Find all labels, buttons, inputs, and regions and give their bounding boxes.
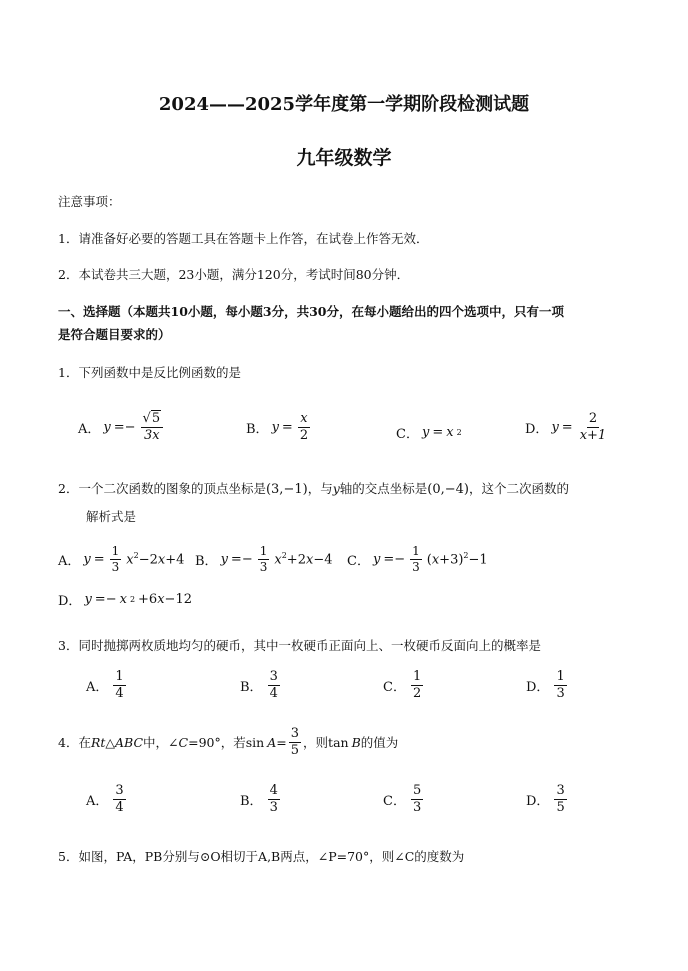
q1-option-d-label: D． <box>525 421 549 437</box>
q5-stem: 5．如图，PA，PB分别与⊙O相切于A,B两点，∠P=70°，则∠C的度数为 <box>58 849 465 864</box>
q3-option-c: C． 1 2 <box>383 669 422 701</box>
notice-item-1: 1．请准备好必要的答题工具在答题卡上作答，在试卷上作答无效． <box>58 231 429 246</box>
q1-option-c-label: C． <box>396 427 419 442</box>
q2-option-b-label: B． <box>195 553 218 569</box>
q2-option-d: D． y =− x 2 +6x−12 <box>58 592 192 609</box>
q1-option-d-fraction: $\frac{2}{x+1}$ <box>579 411 607 443</box>
section-heading-line1: 一、选择题（本题共10小题，每小题3分，共30分，在每小题给出的四个选项中，只有一项 <box>58 304 564 319</box>
q1-option-b: B． y = $\frac{x}{2}$ <box>246 411 309 443</box>
q2-option-c: C． y =− $\frac{1}{3}$ $(x+3)^2-1$ <box>347 544 488 574</box>
exam-title: 2024——2025学年度第一学期阶段检测试题 <box>158 94 530 115</box>
notice-heading: 注意事项： <box>58 194 121 209</box>
q3-option-b: B． 3 4 <box>240 669 278 701</box>
q1-option-c: C． y = x 2 <box>396 425 462 442</box>
q1-option-b-label: B． <box>246 421 269 437</box>
q3-option-a: A． 1 4 <box>86 669 124 701</box>
exam-subtitle: 九年级数学 <box>296 147 392 169</box>
q1-option-a: A． y =− $\frac{√5}{3x}$ <box>78 412 165 442</box>
q2-option-b: B． y =− $\frac{1}{3}$ $x^2+2x-4$ <box>195 544 333 574</box>
section-heading-line2: 是符合题目要求的） <box>58 327 171 342</box>
q1-option-a-fraction: $\frac{√5}{3x}$ <box>141 412 164 442</box>
q2-option-c-label: C． <box>347 553 370 569</box>
q1-option-a-label: A． <box>78 421 101 437</box>
notice-item-2: 2．本试卷共三大题，23小题，满分120分，考试时间80分钟． <box>58 267 410 282</box>
q4-option-d: D． 3 5 <box>526 783 565 815</box>
q2-option-a: A． y = $\frac{1}{3}$ $x^2-2x+4$ <box>58 544 185 574</box>
q4-option-c: C． 5 3 <box>383 783 422 815</box>
q1-option-d: D． y = $\frac{2}{x+1}$ <box>525 411 607 443</box>
q4-option-b: B． 4 3 <box>240 783 278 815</box>
q4-stem: 4．在 Rt △ ABC 中， ∠ C =90° ，若 sin A = $\frac{3}{5}$ ，则 tan B 的值为 <box>58 726 399 758</box>
q2-stem: 2．一个二次函数的图象的顶点坐标是(3,−1)，与y轴的交点坐标是(0,−4)，这个二次函数的 <box>58 481 570 497</box>
q2-option-d-label: D． <box>58 594 82 609</box>
q1-stem: 1．下列函数中是反比例函数的是 <box>58 365 241 380</box>
q2-stem-line2: 解析式是 <box>86 509 137 524</box>
q2-option-a-label: A． <box>58 553 81 569</box>
q3-option-d: D． 1 3 <box>526 669 565 701</box>
q3-stem: 3．同时抛掷两枚质地均匀的硬币，其中一枚硬币正面向上、一枚硬币反面向上的概率是 <box>58 638 541 653</box>
q4-option-a: A． 3 4 <box>86 783 124 815</box>
q1-option-b-fraction: $\frac{x}{2}$ <box>299 411 309 443</box>
